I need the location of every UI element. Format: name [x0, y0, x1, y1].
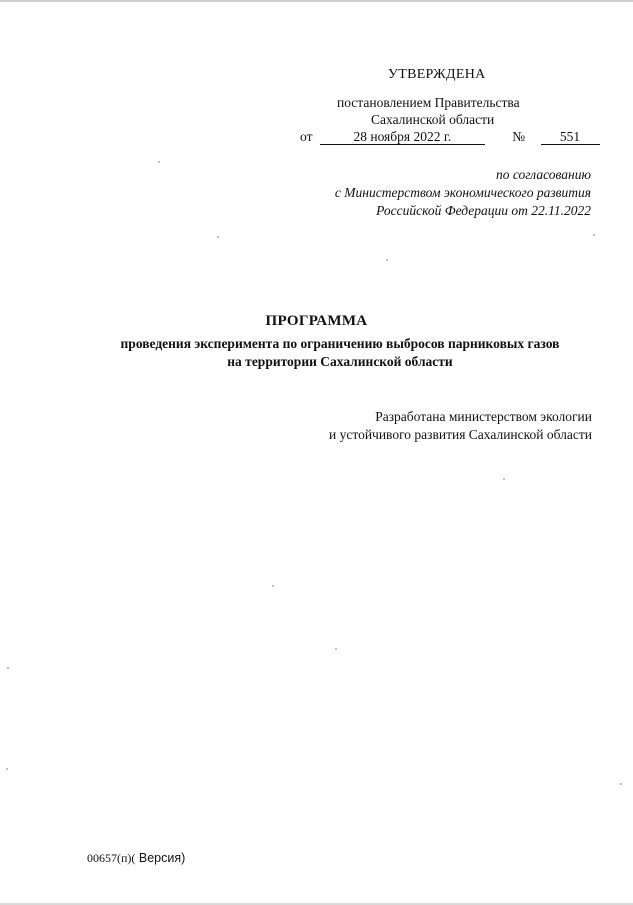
scan-speck: [386, 259, 388, 261]
decree-date-number-row: [300, 129, 600, 145]
scan-speck: [335, 648, 337, 650]
agreement-line-2: с Министерством экономического развития: [334, 185, 591, 200]
date-prefix: от: [300, 129, 313, 144]
document-version-label: Версия): [135, 851, 186, 865]
scan-speck: [503, 478, 505, 480]
scan-speck: [217, 236, 219, 238]
decree-number: 551: [541, 130, 600, 145]
scan-speck: [272, 585, 274, 587]
agreement-line-1: по согласованию: [495, 167, 591, 182]
scan-speck: [620, 783, 622, 785]
developed-line-1: Разработана министерством экологии: [375, 409, 592, 424]
document-title: ПРОГРАММА: [265, 313, 368, 329]
agreement-line-3: Российской Федерации от 22.11.2022: [376, 203, 591, 218]
scan-speck: [158, 161, 160, 163]
number-sign: №: [512, 129, 526, 144]
scan-speck: [6, 768, 8, 770]
document-code-number: 00657(п)(: [87, 851, 136, 865]
subtitle-line-1: проведения эксперимента по ограничению выбросов парниковых газов: [120, 336, 560, 351]
decree-line-1: постановлением Правительства: [337, 95, 520, 110]
subtitle-line-2: на территории Сахалинской области: [227, 354, 453, 369]
decree-line-2: Сахалинской области: [371, 112, 495, 127]
approved-stamp-heading: УТВЕРЖДЕНА: [388, 67, 486, 82]
document-code: [87, 851, 185, 866]
page-top-edge: [0, 0, 633, 2]
developed-line-2: и устойчивого развития Сахалинской области: [329, 427, 592, 442]
decree-date: 28 ноября 2022 г.: [320, 130, 485, 145]
document-subtitle: [50, 335, 630, 371]
scan-speck: [7, 667, 9, 669]
agreement-note: [335, 166, 591, 220]
scan-speck: [593, 234, 595, 236]
developed-by-note: [329, 408, 592, 444]
